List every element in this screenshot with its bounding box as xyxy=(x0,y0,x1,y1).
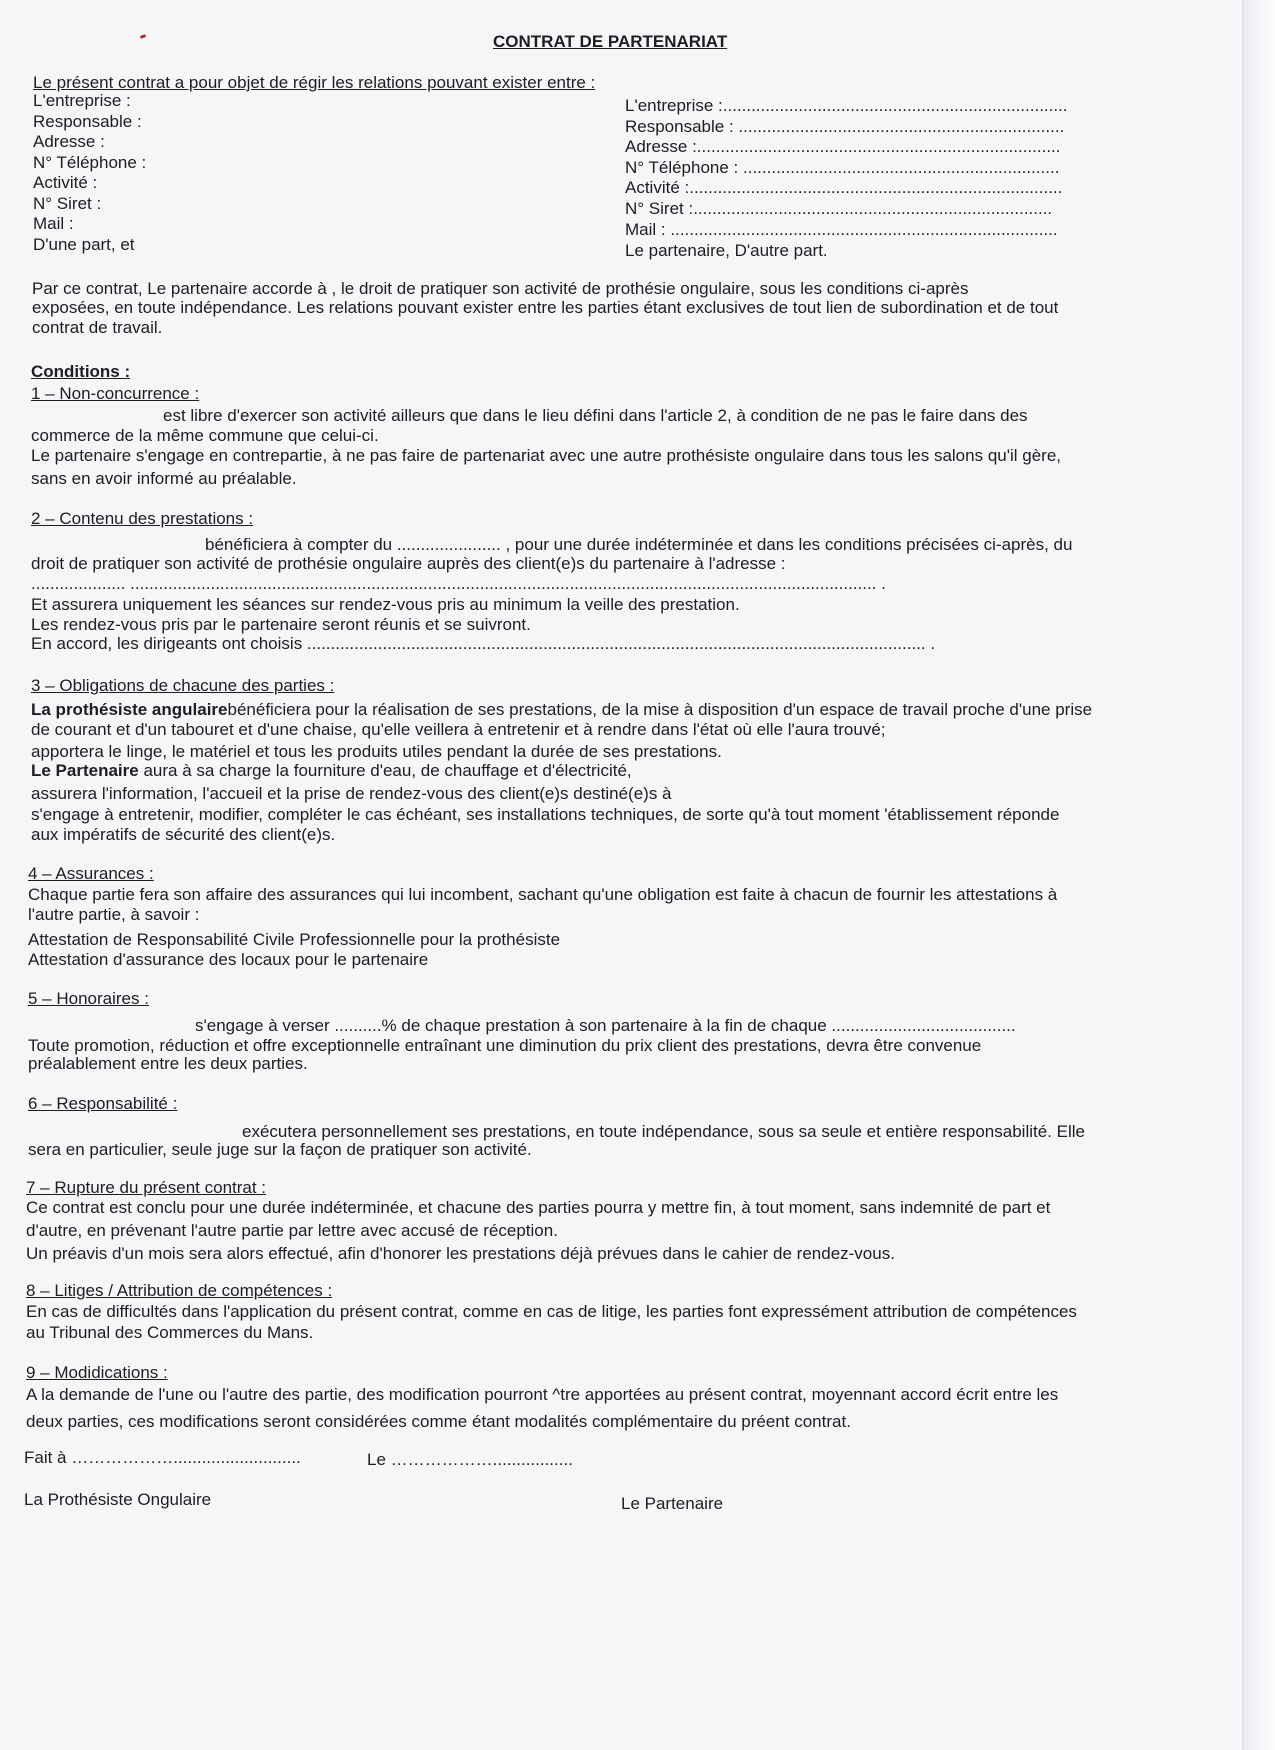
section-5-line: s'engage à verser ..........% de chaque prestation à son partenaire à la fin de chaque ....................................... xyxy=(195,1016,1016,1035)
intro-text: Le présent contrat a pour objet de régir les relations pouvant exister entre : xyxy=(33,73,596,92)
section-1-line: commerce de la même commune que celui-ci. xyxy=(31,426,379,445)
conditions-heading: Conditions : xyxy=(31,362,131,381)
preamble-line: exposées, en toute indépendance. Les relations pouvant exister entre les parties étant exclusives de tout lien de subordination et de tout xyxy=(32,298,1059,317)
section-2-line: Les rendez-vous pris par le partenaire seront réunis et se suivront. xyxy=(31,615,531,634)
section-6-line: exécutera personnellement ses prestations, en toute indépendance, sous sa seule et entière responsabilité. Elle xyxy=(242,1122,1085,1141)
section-3-line: de courant et d'un tabouret et d'une chaise, qu'elle veillera à entretenir et à rendre dans l'état où elle l'aura trouvé; xyxy=(31,720,886,739)
left-activite: Activité : xyxy=(33,173,98,192)
section-7-line: d'autre, en prévenant l'autre partie par lettre avec accusé de réception. xyxy=(26,1221,558,1240)
section-7-line: Ce contrat est conclu pour une durée indéterminée, et chacune des parties pourra y mettre fin, à tout moment, sans indemnité de part et xyxy=(26,1198,1051,1217)
section-4-line: l'autre partie, à savoir : xyxy=(28,905,200,924)
signature-prothesiste: La Prothésiste Ongulaire xyxy=(24,1490,212,1509)
section-5-line: préalablement entre les deux parties. xyxy=(28,1054,308,1073)
section-2-line: Et assurera uniquement les séances sur rendez-vous pris au minimum la veille des prestation. xyxy=(31,595,740,614)
right-adresse: Adresse :............................................................................. xyxy=(625,137,1061,156)
section-2-line: droit de pratiquer son activité de prothésie ongulaire auprès des client(e)s du partenaire à l'adresse : xyxy=(31,554,786,573)
preamble-line: contrat de travail. xyxy=(32,318,163,337)
bold-prothesiste: La prothésiste angulaire xyxy=(31,700,228,719)
section-1-line: Le partenaire s'engage en contrepartie, à ne pas faire de partenariat avec une autre prothésiste ongulaire dans tous les salons qu'il gère, xyxy=(31,446,1061,465)
section-9-line: deux parties, ces modifications seront considérées comme étant modalités complémentaire du préent contrat. xyxy=(26,1412,851,1431)
section-2-heading: 2 – Contenu des prestations : xyxy=(31,509,254,528)
section-3-line-1-text: bénéficiera pour la réalisation de ses prestations, de la mise à disposition d'un espace de travail proche d'une prise xyxy=(227,700,1093,719)
right-activite: Activité :............................................................................... xyxy=(625,178,1063,197)
section-7-heading: 7 – Rupture du présent contrat : xyxy=(26,1178,267,1197)
section-4-line: Chaque partie fera son affaire des assurances qui lui incombent, sachant qu'une obligation est faite à chacun de fournir les attestations à xyxy=(28,885,1058,904)
section-9-line: A la demande de l'une ou l'autre des partie, des modification pourront ^tre apportées au présent contrat, moyennant accord écrit entre les xyxy=(26,1385,1059,1404)
section-6-heading: 6 – Responsabilité : xyxy=(28,1094,178,1113)
section-4-line: Attestation d'assurance des locaux pour le partenaire xyxy=(28,950,429,969)
section-1-line: sans en avoir informé au préalable. xyxy=(31,469,297,488)
fait-a-field: Fait à ………………........................... xyxy=(24,1448,301,1467)
signature-partenaire: Le Partenaire xyxy=(621,1494,724,1513)
section-3-line-1 xyxy=(31,700,1092,720)
section-3-line-4-text: aura à sa charge la fourniture d'eau, de chauffage et d'électricité, xyxy=(138,761,632,780)
section-3-heading: 3 – Obligations de chacune des parties : xyxy=(31,676,335,695)
section-2-line: .................... .............................................................................................................................................................. . xyxy=(31,574,886,593)
left-telephone: N° Téléphone : xyxy=(33,153,147,172)
bold-partenaire: Le Partenaire xyxy=(31,761,139,780)
section-3-line: aux impératifs de sécurité des client(e)s. xyxy=(31,825,336,844)
section-4-line: Attestation de Responsabilité Civile Professionnelle pour la prothésiste xyxy=(28,930,561,949)
section-1-line: est libre d'exercer son activité ailleurs que dans le lieu défini dans l'article 2, à condition de ne pas le faire dans des xyxy=(163,406,1028,425)
section-1-heading: 1 – Non-concurrence : xyxy=(31,384,200,403)
section-8-heading: 8 – Litiges / Attribution de compétences : xyxy=(26,1281,333,1300)
left-siret: N° Siret : xyxy=(33,194,102,213)
section-7-line: Un préavis d'un mois sera alors effectué, afin d'honorer les prestations déjà prévues dans le cahier de rendez-vous. xyxy=(26,1244,895,1263)
section-2-line: bénéficiera à compter du ...................... , pour une durée indéterminée et dans les conditions précisées ci-après, du xyxy=(205,535,1073,554)
section-6-line: sera en particulier, seule juge sur la façon de pratiquer son activité. xyxy=(28,1140,532,1159)
date-field: Le ………………................. xyxy=(367,1450,573,1469)
right-dautre-part: Le partenaire, D'autre part. xyxy=(625,241,828,260)
right-siret: N° Siret :............................................................................ xyxy=(625,199,1053,218)
scan-edge xyxy=(1242,0,1275,1750)
section-3-line-4 xyxy=(31,761,632,781)
section-3-line: s'engage à entretenir, modifier, compléter le cas échéant, ses installations techniques, de sorte qu'à tout moment 'établissement réponde xyxy=(31,805,1060,824)
section-5-heading: 5 – Honoraires : xyxy=(28,989,149,1008)
left-responsable: Responsable : xyxy=(33,112,142,131)
section-3-line: assurera l'information, l'accueil et la prise de rendez-vous des client(e)s destiné(e)s à xyxy=(31,784,672,803)
section-3-line: apportera le linge, le matériel et tous les produits utiles pendant la durée de ses prestations. xyxy=(31,742,722,761)
preamble-line: Par ce contrat, Le partenaire accorde à , le droit de pratiquer son activité de prothésie ongulaire, sous les conditions ci-après xyxy=(32,279,969,298)
right-telephone: N° Téléphone : ................................................................... xyxy=(625,158,1060,177)
right-entreprise: L'entreprise :......................................................................... xyxy=(625,96,1068,115)
left-entreprise: L'entreprise : xyxy=(33,91,131,110)
section-5-line: Toute promotion, réduction et offre exceptionnelle entraînant une diminution du prix client des prestations, devra être convenue xyxy=(28,1036,982,1055)
section-9-heading: 9 – Modidications : xyxy=(26,1363,168,1382)
left-mail: Mail : xyxy=(33,214,74,233)
section-8-line: au Tribunal des Commerces du Mans. xyxy=(26,1323,314,1342)
ink-mark xyxy=(140,34,147,39)
section-8-line: En cas de difficultés dans l'application du présent contrat, comme en cas de litige, les parties font expressément attribution de compétences xyxy=(26,1302,1077,1321)
left-adresse: Adresse : xyxy=(33,132,105,151)
right-responsable: Responsable : ..................................................................... xyxy=(625,117,1065,136)
document-title: CONTRAT DE PARTENARIAT xyxy=(493,32,728,51)
right-mail: Mail : .................................................................................. xyxy=(625,220,1058,239)
left-dune-part: D'une part, et xyxy=(33,235,135,254)
section-4-heading: 4 – Assurances : xyxy=(28,864,154,883)
section-2-line: En accord, les dirigeants ont choisis ................................................................................................................................... . xyxy=(31,634,936,653)
